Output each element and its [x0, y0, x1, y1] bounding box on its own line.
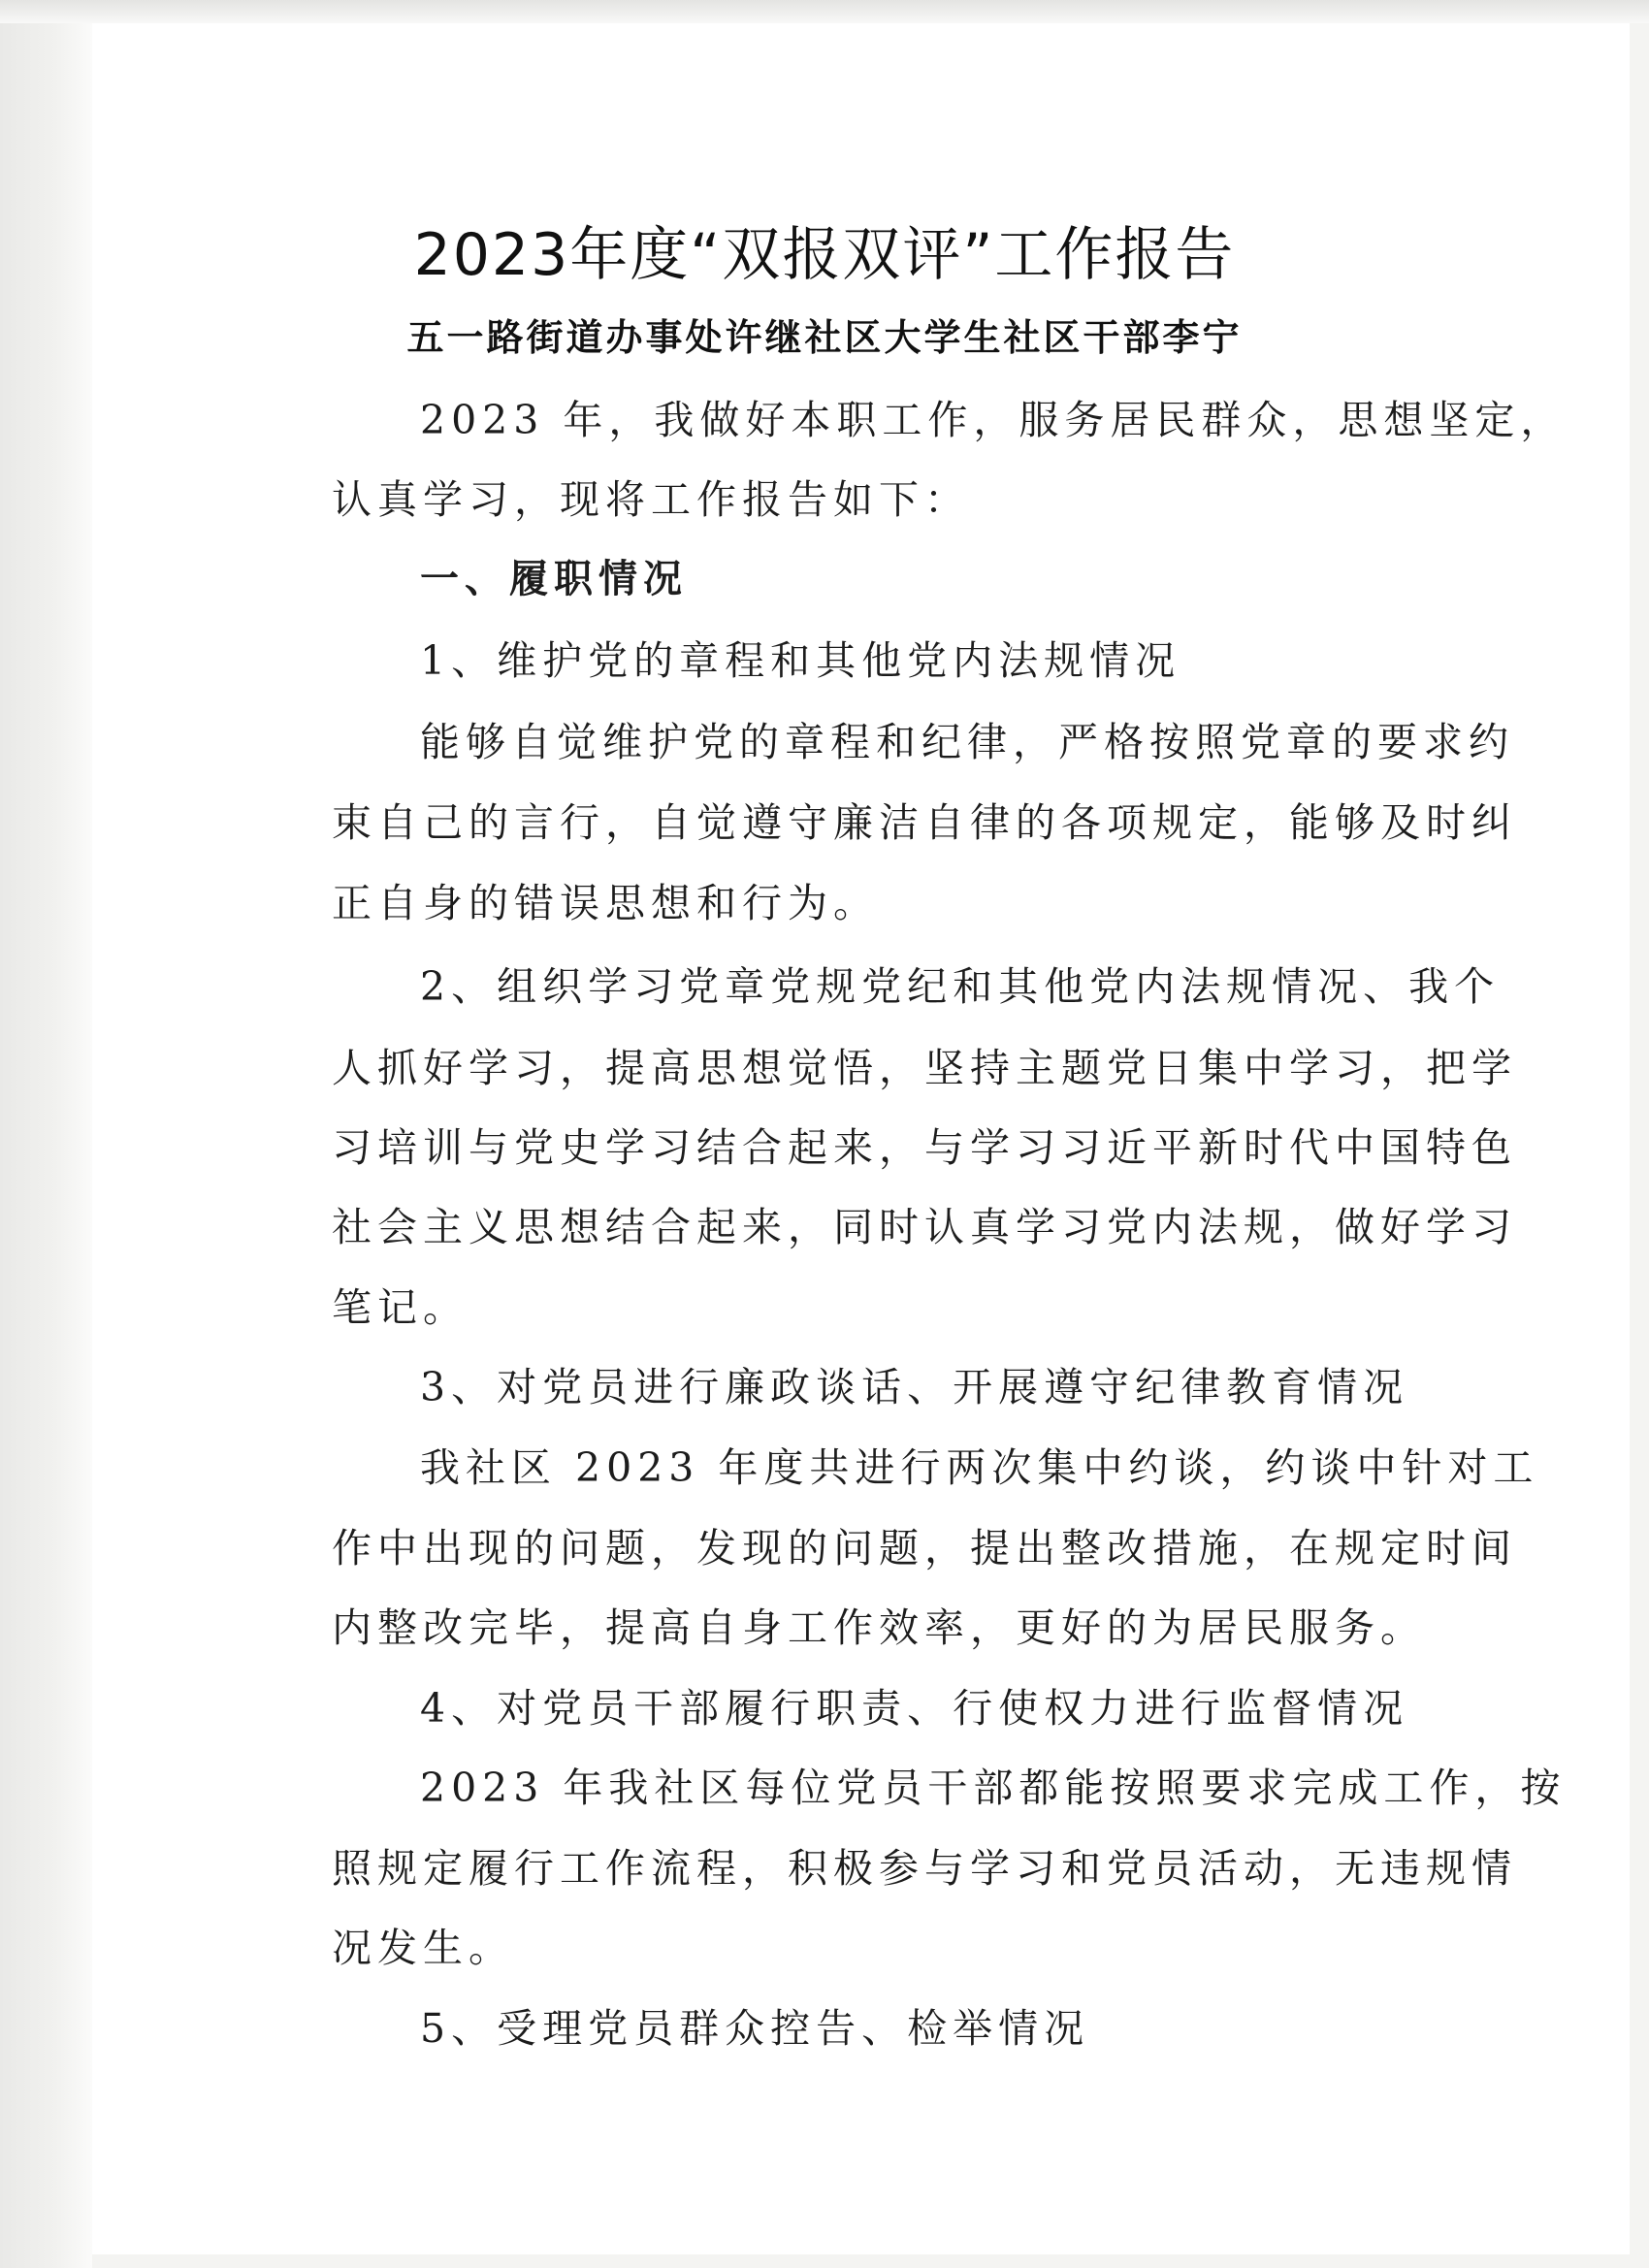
item-2-line-3: 习培训与党史学习结合起来，与学习习近平新时代中国特色 — [332, 1124, 1517, 1171]
item-1-line-1: 能够自觉维护党的章程和纪律，严格按照党章的要求约 — [420, 719, 1514, 765]
document-subtitle: 五一路街道办事处许继社区大学生社区干部李宁 — [406, 316, 1243, 359]
document-title: 2023年度“双报双评”工作报告 — [413, 221, 1236, 289]
item-4-heading: 4、对党员干部履行职责、行使权力进行监督情况 — [420, 1685, 1409, 1732]
intro-line-1: 2023 年，我做好本职工作，服务居民群众，思想坚定， — [420, 397, 1567, 443]
item-2-line-4: 社会主义思想结合起来，同时认真学习党内法规，做好学习 — [332, 1204, 1517, 1250]
intro-line-2: 认真学习，现将工作报告如下： — [332, 476, 970, 523]
item-4-line-3: 况发生。 — [332, 1925, 514, 1971]
item-4-line-2: 照规定履行工作流程，积极参与学习和党员活动，无违规情 — [332, 1845, 1517, 1892]
item-3-heading: 3、对党员进行廉政谈话、开展遵守纪律教育情况 — [420, 1364, 1409, 1410]
scan-top-edge — [0, 0, 1649, 23]
item-1-heading: 1、维护党的章程和其他党内法规情况 — [420, 637, 1181, 684]
item-3-line-2: 作中出现的问题，发现的问题，提出整改措施，在规定时间 — [332, 1525, 1517, 1571]
item-4-line-1: 2023 年我社区每位党员干部都能按照要求完成工作，按 — [420, 1765, 1567, 1811]
item-2-line-5: 笔记。 — [332, 1284, 469, 1331]
item-5-heading: 5、受理党员群众控告、检举情况 — [420, 2005, 1090, 2052]
item-2-line-1: 2、组织学习党章党规党纪和其他党内法规情况、我个 — [420, 963, 1501, 1010]
item-3-line-1: 我社区 2023 年度共进行两次集中约谈，约谈中针对工 — [420, 1444, 1539, 1491]
item-1-line-3: 正自身的错误思想和行为。 — [332, 880, 879, 926]
item-1-line-2: 束自己的言行，自觉遵守廉洁自律的各项规定，能够及时纠 — [332, 799, 1517, 846]
item-2-line-2: 人抓好学习，提高思想觉悟，坚持主题党日集中学习，把学 — [332, 1045, 1517, 1091]
section-heading-performance: 一、履职情况 — [420, 557, 688, 601]
item-3-line-3: 内整改完毕，提高自身工作效率，更好的为居民服务。 — [332, 1604, 1426, 1651]
